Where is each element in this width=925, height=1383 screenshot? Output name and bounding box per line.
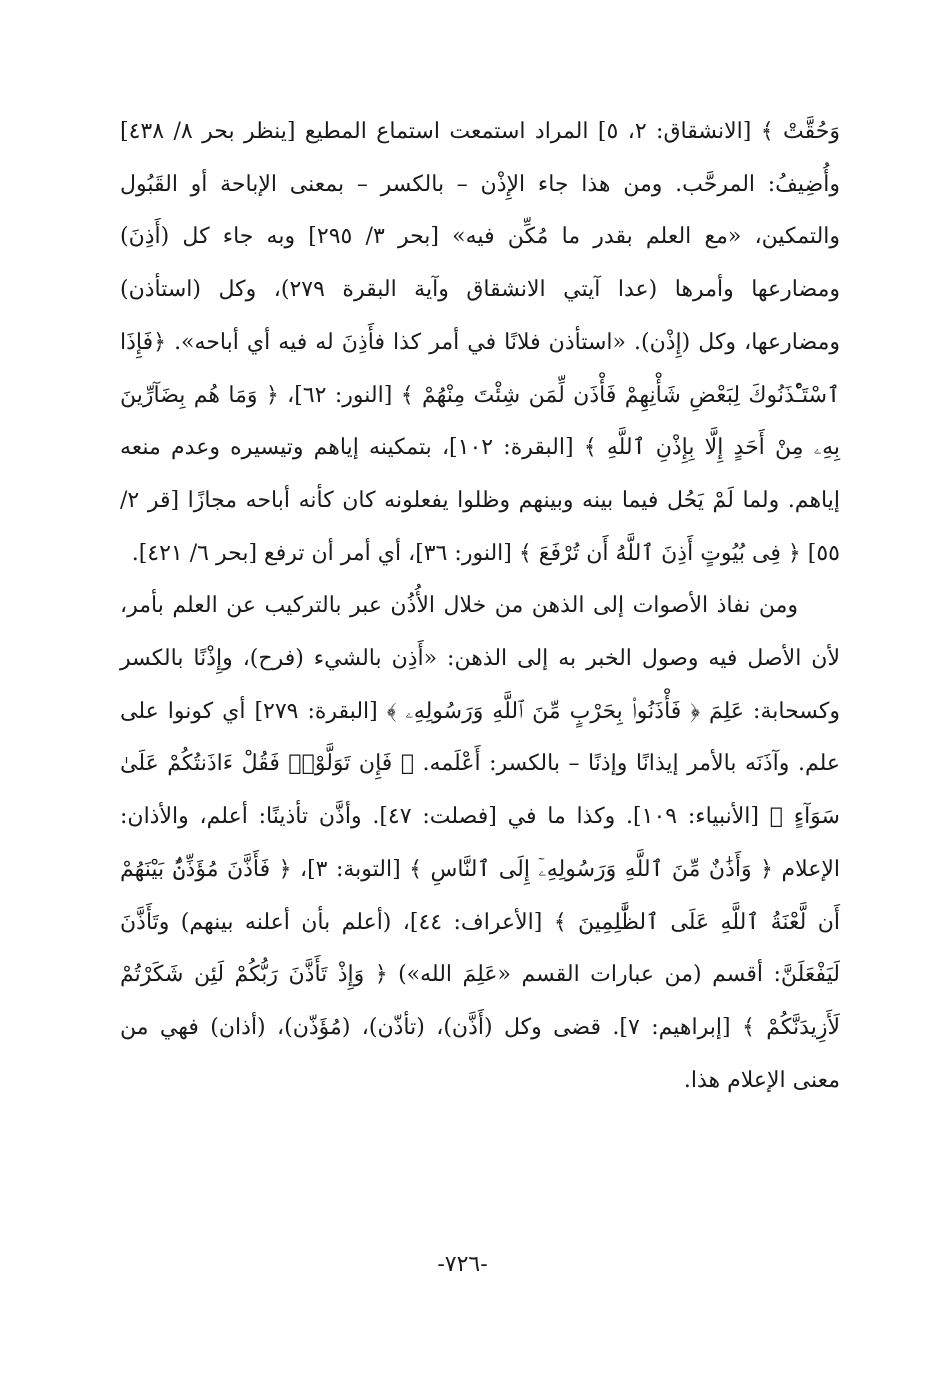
body-text <box>120 106 840 1107</box>
paragraph-2: ومن نفاذ الأصوات إلى الذهن من خلال الأُذُن عبر بالتركيب عن العلم بأمر، لأن الأصل فيه وصول الخبر به إلى الذهن: «أَذِن بالشيء (فرح)، وإِذْنًا بالكسر وكسحابة: عَلِمَ ﴿ فَأْذَنُوا۟ بِحَرْبٍ مِّنَ ٱللَّهِ وَرَسُولِهِۦ ﴾ [البقرة: ٢٧٩] أي كونوا على علم. وآذَنَه بالأمر إيذانًا وإذنًا – بالكسر: أَعْلَمه. ﴿ فَإِن تَوَلَّوْا۟ فَقُلْ ءَاذَنتُكُمْ عَلَىٰ سَوَآءٍ ﴾ [الأنبياء: ١٠٩]. وكذا ما في [فصلت: ٤٧]. وأذَّن تأذينًا: أعلم، والأذان: الإعلام ﴿ وَأَذَٰنٌ مِّنَ ٱللَّهِ وَرَسُولِهِۦٓ إِلَى ٱلنَّاسِ ﴾ [التوبة: ٣]، ﴿ فَأَذَّنَ مُؤَذِّنٌۢ بَيْنَهُمْ أَن لَّعْنَةُ ٱللَّهِ عَلَى ٱلظَّٰلِمِينَ ﴾ [الأعراف: ٤٤]، (أعلم بأن أعلنه بينهم) وتَأَذَّنَ لَيَفْعَلَنَّ: أقسم (من عبارات القسم «عَلِمَ الله») ﴿ وَإِذْ تَأَذَّنَ رَبُّكُمْ لَئِن شَكَرْتُمْ لَأَزِيدَنَّكُمْ ﴾ [إبراهيم: ٧]. قضى وكل (أَذَّن)، (تأذّن)، (مُؤَذّن)، (أذان) فهي من معنى الإعلام هذا. <box>120 593 841 1093</box>
paragraph-1: وَحُقَّتْ ﴾ [الانشقاق: ٢، ٥] المراد استمعت استماع المطيع [ينظر بحر ٨/ ٤٣٨] وأُضِيفُ: المرحَّب. ومن هذا جاء الإِذْن – بالكسر – بمعنى الإباحة أو القَبُول والتمكين، «مع العلم بقدر ما مُكِّن فيه» [بحر ٣/ ٢٩٥] وبه جاء كل (أَذِنَ) ومضارعها وأمرها (عدا آيتي الانشقاق وآية البقرة ٢٧٩)، وكل (استأذن) ومضارعها، وكل (إِذْن). «استأذن فلانًا في أمر كذا فأَذِنَ له فيه أي أباحه». ﴿فَإِذَا ٱسْتَـْٔذَنُوكَ لِبَعْضِ شَأْنِهِمْ فَأْذَن لِّمَن شِئْتَ مِنْهُمْ ﴾ [النور: ٦٢]، ﴿ وَمَا هُم بِضَآرِّينَ بِهِۦ مِنْ أَحَدٍ إِلَّا بِإِذْنِ ٱللَّهِ ﴾ [البقرة: ١٠٢]، بتمكينه إياهم وتيسيره وعدم منعه إياهم. ولما لَمْ يَحُل فيما بينه وبينهم وظلوا يفعلونه كان كأنه أباحه مجازًا [قر ٢/ ٥٥] ﴿ فِى بُيُوتٍ أَذِنَ ٱللَّهُ أَن تُرْفَعَ ﴾ [النور: ٣٦]، أي أمر أن ترفع [بحر ٦/ ٤٢١]. <box>120 119 841 566</box>
page-number: -٧٢٦- <box>437 1252 488 1277</box>
